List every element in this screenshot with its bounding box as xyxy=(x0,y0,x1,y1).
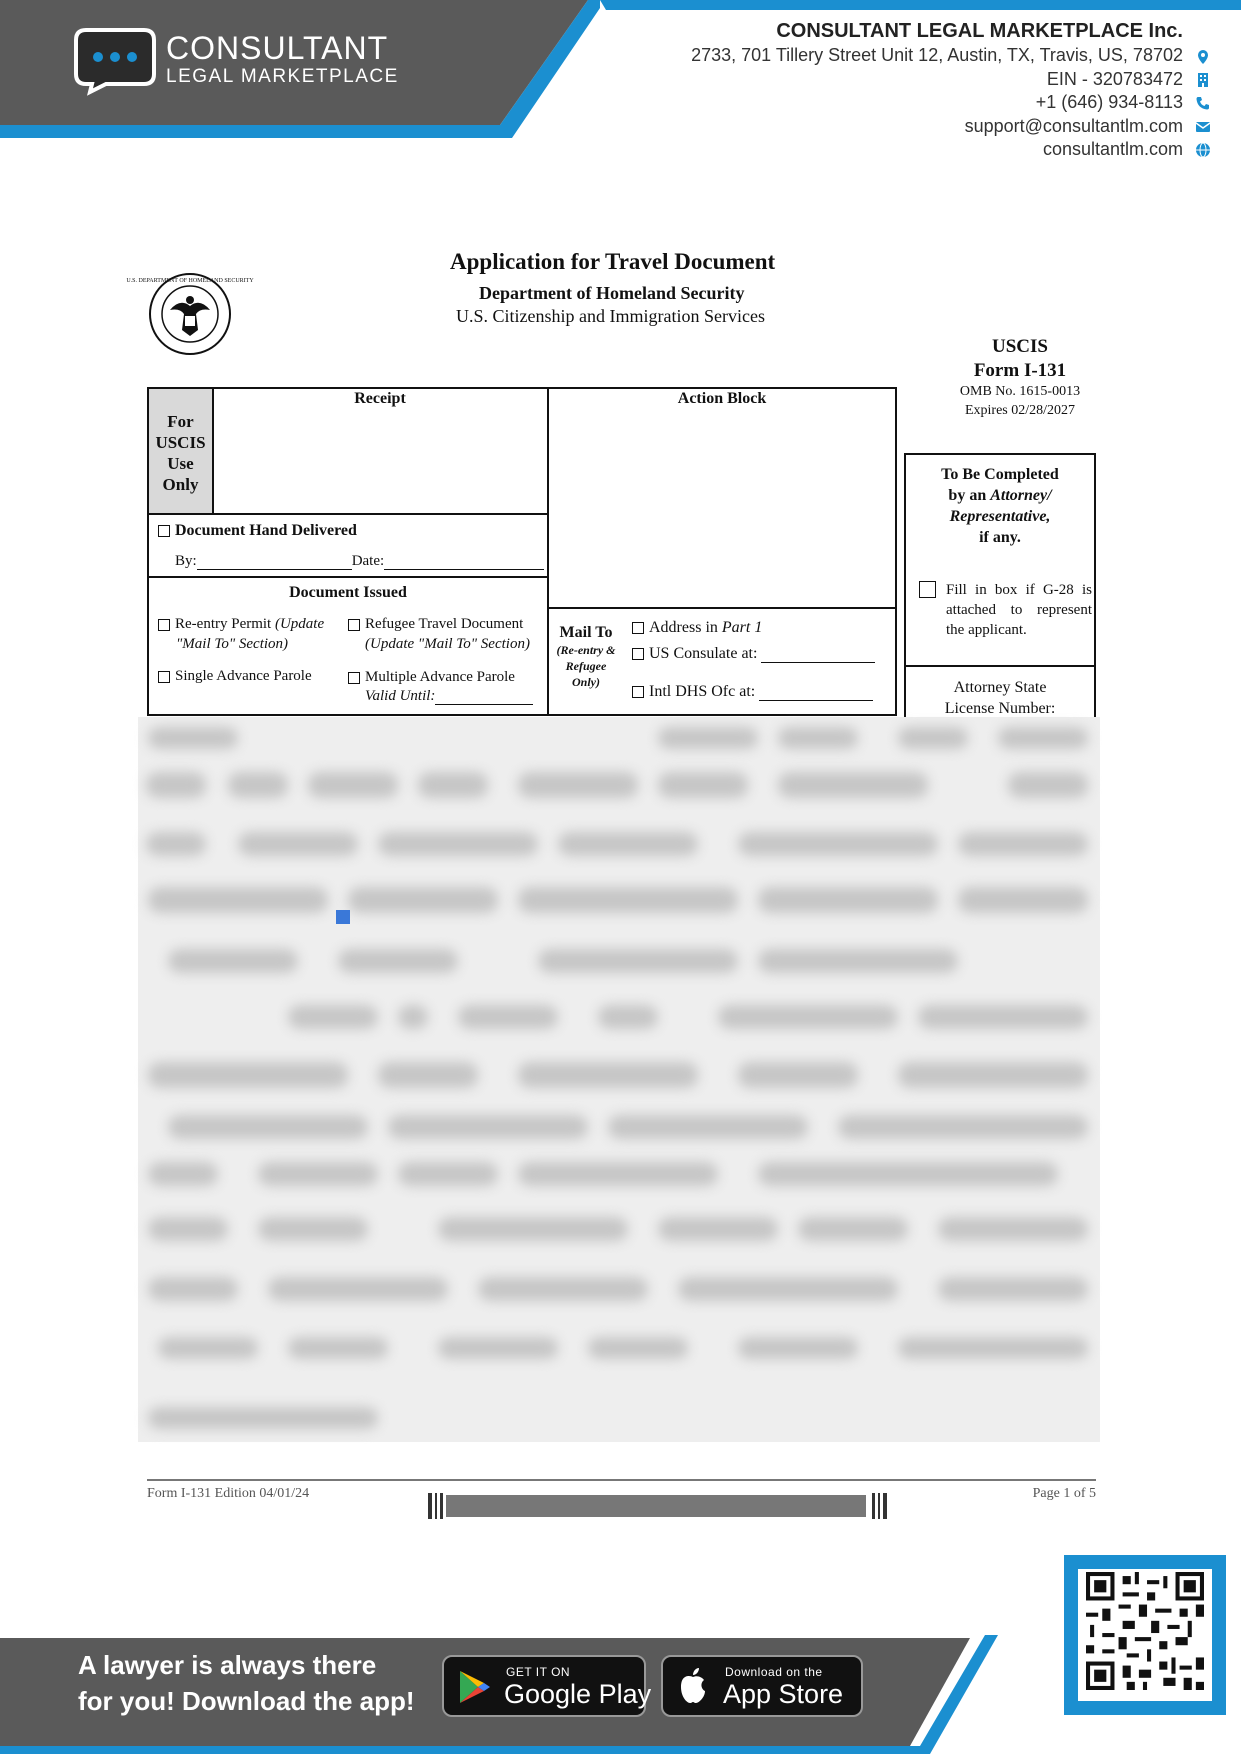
agency-name: U.S. Citizenship and Immigration Services xyxy=(456,306,765,326)
reentry-permit-option: Re-entry Permit (Update xyxy=(158,616,324,633)
date-field[interactable] xyxy=(384,569,544,570)
footer-rule xyxy=(147,1479,1096,1481)
g28-instruction: Fill in box if G-28 is attached to represent the applicant. xyxy=(946,582,1092,638)
attorney-heading: To Be Completed by an Attorney/ Representative, if any. xyxy=(941,466,1059,546)
banner-line-1: A lawyer is always there xyxy=(78,1650,377,1680)
row-divider xyxy=(149,576,547,578)
bookmark-icon xyxy=(336,910,350,924)
dhs-seal-icon xyxy=(126,272,254,356)
reentry-permit-checkbox[interactable] xyxy=(158,619,170,631)
by-field[interactable] xyxy=(197,569,352,570)
multiple-parole-option: Multiple Advance Parole xyxy=(348,669,515,686)
company-ein: EIN - 320783472 xyxy=(1046,69,1183,89)
doc-hand-delivered-checkbox[interactable] xyxy=(158,525,170,537)
seal-text: U.S. DEPARTMENT OF HOMELAND SECURITY xyxy=(126,278,254,284)
doc-hand-delivered-row: Document Hand Delivered xyxy=(158,522,357,540)
attorney-divider xyxy=(906,665,1094,667)
us-consulate-option: US Consulate at: xyxy=(632,645,875,663)
phone-icon xyxy=(1195,95,1211,111)
single-parole-checkbox[interactable] xyxy=(158,671,170,683)
intl-dhs-checkbox[interactable] xyxy=(632,686,644,698)
company-phone: +1 (646) 934-8113 xyxy=(1035,92,1183,112)
attorney-license-label: Attorney State License Number: xyxy=(944,679,1056,717)
form-edition: Form I-131 Edition 04/01/24 xyxy=(147,1486,310,1501)
logo-wordmark: CONSULTANT xyxy=(166,30,389,66)
form-title: Application for Travel Document xyxy=(450,249,776,274)
company-name: CONSULTANT LEGAL MARKETPLACE Inc. xyxy=(776,20,1183,42)
mail-to-cell: Mail To (Re-entry & Refugee Only) xyxy=(556,624,616,689)
us-consulate-checkbox[interactable] xyxy=(632,648,644,660)
form-number: Form I-131 xyxy=(973,360,1067,381)
globe-icon xyxy=(1195,142,1211,158)
google-play-button[interactable]: GET IT ON Google Play xyxy=(442,1655,646,1717)
uscis-label: USCIS xyxy=(992,336,1048,357)
receipt-label: Receipt xyxy=(354,390,406,407)
google-play-icon xyxy=(456,1669,492,1705)
barcode-icon xyxy=(428,1493,888,1519)
omb-number: OMB No. 1615-0013 xyxy=(959,384,1081,399)
valid-until-row: Valid Until: xyxy=(365,688,533,705)
refugee-note: (Update "Mail To" Section) xyxy=(365,636,530,652)
app-store-button[interactable]: Download on the App Store xyxy=(661,1655,863,1717)
document-issued-label: Document Issued xyxy=(289,584,407,601)
us-consulate-field[interactable] xyxy=(761,662,875,663)
blurred-form-content xyxy=(138,717,1100,1442)
intl-dhs-field[interactable] xyxy=(759,700,873,701)
intl-dhs-option: Intl DHS Ofc at: xyxy=(632,683,873,701)
refugee-doc-checkbox[interactable] xyxy=(348,619,360,631)
valid-until-field[interactable] xyxy=(435,704,533,705)
by-date-row: By: Date: xyxy=(175,553,544,570)
department-name: Department of Homeland Security xyxy=(479,283,745,303)
for-uscis-use-label: For USCIS Use Only xyxy=(155,412,206,494)
company-website[interactable]: consultantlm.com xyxy=(1042,139,1183,159)
logo-tagline: LEGAL MARKETPLACE xyxy=(166,66,399,87)
uscis-use-table xyxy=(147,387,897,716)
mail-icon xyxy=(1195,119,1211,135)
page-number: Page 1 of 5 xyxy=(1032,1486,1096,1501)
multiple-parole-checkbox[interactable] xyxy=(348,672,360,684)
expiration-date: Expires 02/28/2027 xyxy=(964,403,1076,418)
company-email[interactable]: support@consultantlm.com xyxy=(964,116,1183,136)
qr-code-icon[interactable] xyxy=(1086,1572,1204,1690)
building-icon xyxy=(1195,72,1211,88)
banner-line-2: for you! Download the app! xyxy=(78,1686,415,1716)
action-block-label: Action Block xyxy=(677,390,767,407)
address-in-option: Address in Part 1 xyxy=(632,619,762,637)
reentry-note: "Mail To" Section) xyxy=(176,636,289,652)
g28-checkbox[interactable] xyxy=(919,581,936,598)
company-address: 2733, 701 Tillery Street Unit 12, Austin, TX, Travis, US, 78702 xyxy=(691,45,1183,65)
chat-bubble-logo-icon xyxy=(72,26,158,94)
single-parole-option: Single Advance Parole xyxy=(158,668,312,685)
apple-icon xyxy=(677,1667,709,1705)
row-divider xyxy=(149,513,547,515)
address-in-checkbox[interactable] xyxy=(632,622,644,634)
location-icon xyxy=(1195,49,1211,65)
refugee-doc-option: Refugee Travel Document xyxy=(348,616,523,633)
